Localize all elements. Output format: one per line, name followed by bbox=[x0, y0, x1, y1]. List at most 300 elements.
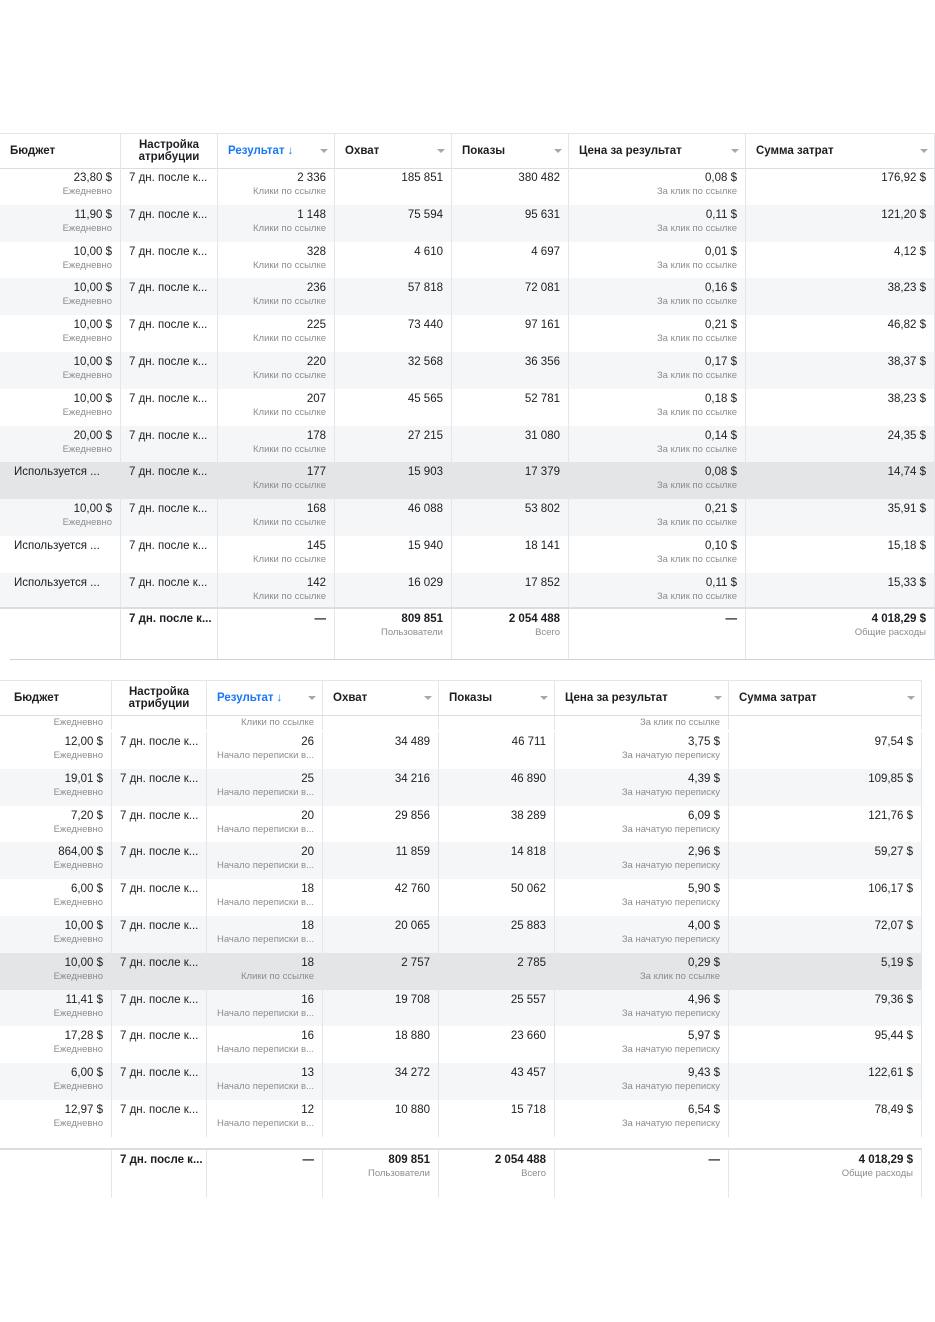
amount-spent-cell bbox=[729, 990, 922, 1027]
reach-cell-value: 20 065 bbox=[394, 919, 430, 932]
budget-cell bbox=[0, 1100, 112, 1137]
impressions-cell-value: 43 457 bbox=[510, 1067, 546, 1080]
attribution-cell-value: 7 дн. после к... bbox=[120, 1030, 199, 1043]
footer-budget-cell bbox=[0, 609, 121, 660]
result-cell-sub: Начало переписки в... bbox=[216, 1117, 314, 1129]
column-header-amount-spent[interactable]: Сумма затрат bbox=[746, 134, 935, 168]
dropdown-caret-icon[interactable] bbox=[554, 149, 562, 153]
footer-impressions-cell-sub: Всего bbox=[521, 1168, 546, 1179]
amount-spent-cell bbox=[746, 168, 935, 205]
cost-per-result-cell-value: 0,01 $ bbox=[705, 245, 737, 258]
cost-per-result-cell bbox=[555, 769, 729, 806]
reach-cell bbox=[335, 573, 452, 610]
budget-cell-value: 11,90 $ bbox=[74, 208, 112, 221]
reach-cell bbox=[323, 1100, 439, 1137]
dropdown-caret-icon[interactable] bbox=[437, 149, 445, 153]
cost-per-result-cell bbox=[569, 536, 746, 573]
result-cell-value: 168 bbox=[306, 503, 326, 516]
cost-per-result-cell-value: 0,17 $ bbox=[705, 355, 737, 368]
column-header-cost-per-result[interactable]: Цена за результат bbox=[555, 681, 729, 715]
column-header-attribution[interactable]: Настройка атрибуции bbox=[121, 134, 218, 168]
attribution-cell bbox=[112, 1100, 207, 1137]
column-header-impressions[interactable]: Показы bbox=[439, 681, 555, 715]
attribution-cell bbox=[121, 573, 218, 610]
column-header-result[interactable]: Результат ↓ bbox=[218, 134, 335, 168]
budget-cell bbox=[0, 769, 112, 806]
cost-per-result-cell-value: 0,21 $ bbox=[705, 319, 737, 332]
table-row[interactable] bbox=[0, 278, 935, 315]
budget-cell-value: 10,00 $ bbox=[73, 282, 112, 295]
amount-spent-cell bbox=[729, 842, 922, 879]
cost-per-result-cell-sub: За клик по ссылке bbox=[656, 369, 737, 381]
budget-cell bbox=[0, 315, 121, 352]
cost-per-result-cell-value: 4,96 $ bbox=[688, 993, 720, 1006]
cost-per-result-cell bbox=[555, 1026, 729, 1063]
budget-cell bbox=[0, 278, 121, 315]
column-header-reach[interactable]: Охват bbox=[335, 134, 452, 168]
partial-cell-sub: Клики по ссылке bbox=[241, 717, 314, 728]
attribution-cell-value: 7 дн. после к... bbox=[129, 319, 208, 332]
cost-per-result-cell-sub: За начатую переписку bbox=[621, 860, 720, 872]
table-row[interactable] bbox=[0, 1026, 922, 1063]
table-row-partial bbox=[0, 716, 922, 730]
sort-down-icon: ↓ bbox=[276, 692, 283, 704]
cost-per-result-cell bbox=[555, 1100, 729, 1137]
reach-cell-value: 2 757 bbox=[401, 956, 430, 969]
column-header-reach[interactable]: Охват bbox=[323, 681, 439, 715]
attribution-cell bbox=[121, 499, 218, 536]
amount-spent-cell-value: 4,12 $ bbox=[894, 245, 926, 258]
footer-reach-cell bbox=[323, 1150, 439, 1198]
dropdown-caret-icon[interactable] bbox=[308, 696, 316, 700]
result-cell-value: 12 bbox=[301, 1103, 314, 1116]
cost-per-result-cell-value: 9,43 $ bbox=[688, 1067, 720, 1080]
table-row[interactable] bbox=[0, 573, 935, 610]
attribution-cell bbox=[121, 168, 218, 205]
cost-per-result-cell bbox=[569, 352, 746, 389]
result-cell bbox=[207, 1100, 323, 1137]
result-cell-value: 26 bbox=[301, 736, 314, 748]
amount-spent-cell bbox=[729, 879, 922, 916]
budget-cell-value: 10,00 $ bbox=[73, 355, 112, 368]
table-row[interactable] bbox=[0, 499, 935, 536]
impressions-cell-value: 53 802 bbox=[524, 503, 560, 516]
impressions-cell bbox=[452, 242, 569, 279]
reach-cell-value: 73 440 bbox=[407, 319, 443, 332]
table-body bbox=[0, 168, 935, 610]
cost-per-result-cell-value: 0,16 $ bbox=[705, 282, 737, 295]
attribution-cell-value: 7 дн. после к... bbox=[129, 392, 208, 405]
reach-cell bbox=[335, 499, 452, 536]
result-cell-sub: Начало переписки в... bbox=[216, 1044, 314, 1056]
result-cell-sub: Начало переписки в... bbox=[216, 860, 314, 872]
reach-cell bbox=[335, 315, 452, 352]
table-row[interactable] bbox=[0, 953, 922, 990]
result-cell bbox=[218, 315, 335, 352]
cost-per-result-cell-sub: За начатую переписку bbox=[621, 1117, 720, 1129]
partial-row bbox=[0, 716, 922, 730]
reach-cell bbox=[323, 879, 439, 916]
cost-per-result-cell-value: 3,75 $ bbox=[688, 736, 720, 748]
result-cell bbox=[218, 426, 335, 463]
ads-table-2 bbox=[0, 678, 922, 1198]
impressions-cell-value: 46 711 bbox=[511, 736, 546, 748]
impressions-cell bbox=[439, 990, 555, 1027]
attribution-cell bbox=[121, 315, 218, 352]
result-cell-sub: Начало переписки в... bbox=[216, 1081, 314, 1093]
table-row[interactable] bbox=[0, 205, 935, 242]
reach-cell-value: 18 880 bbox=[394, 1030, 430, 1043]
table-row[interactable] bbox=[0, 769, 922, 806]
reach-cell bbox=[323, 990, 439, 1027]
amount-spent-cell bbox=[729, 1063, 922, 1100]
amount-spent-cell bbox=[746, 499, 935, 536]
table-row[interactable] bbox=[0, 806, 922, 843]
result-cell-value: 142 bbox=[306, 576, 326, 589]
reach-cell-value: 42 760 bbox=[394, 883, 430, 896]
dropdown-caret-icon[interactable] bbox=[920, 149, 928, 153]
reach-cell bbox=[335, 462, 452, 499]
budget-cell bbox=[0, 732, 112, 769]
partial-cell-sub: За клик по ссылке bbox=[639, 717, 720, 728]
attribution-cell-value: 7 дн. после к... bbox=[129, 503, 208, 516]
footer-result-cell-value: — bbox=[302, 1154, 314, 1166]
budget-cell-value: 12,00 $ bbox=[64, 736, 103, 748]
result-cell bbox=[207, 769, 323, 806]
cost-per-result-cell-value: 5,97 $ bbox=[688, 1030, 720, 1043]
table-row[interactable] bbox=[0, 462, 935, 499]
footer-attribution-cell-value: 7 дн. после к... bbox=[120, 1154, 203, 1166]
result-cell bbox=[207, 1026, 323, 1063]
impressions-cell-value: 25 883 bbox=[510, 919, 546, 932]
impressions-cell bbox=[452, 499, 569, 536]
cost-per-result-cell-value: 0,21 $ bbox=[705, 503, 737, 516]
impressions-cell bbox=[452, 426, 569, 463]
amount-spent-cell bbox=[746, 426, 935, 463]
budget-cell bbox=[0, 842, 112, 879]
impressions-cell bbox=[452, 389, 569, 426]
impressions-cell bbox=[439, 953, 555, 990]
result-cell bbox=[207, 1063, 323, 1100]
cost-per-result-cell bbox=[569, 573, 746, 610]
attribution-cell-value: 7 дн. после к... bbox=[129, 429, 208, 442]
budget-cell bbox=[0, 806, 112, 843]
result-cell bbox=[218, 573, 335, 610]
footer-attribution-cell bbox=[121, 609, 218, 660]
result-cell bbox=[207, 842, 323, 879]
cost-per-result-cell bbox=[555, 879, 729, 916]
column-header-budget[interactable]: Бюджет bbox=[0, 134, 121, 168]
table-row[interactable] bbox=[0, 242, 935, 279]
table-row[interactable] bbox=[0, 168, 935, 205]
cost-per-result-cell-value: 0,08 $ bbox=[705, 172, 737, 184]
cost-per-result-cell bbox=[569, 462, 746, 499]
result-cell-value: 18 bbox=[301, 919, 314, 932]
amount-spent-cell-value: 176,92 $ bbox=[881, 172, 926, 184]
reach-cell-value: 34 272 bbox=[394, 1067, 430, 1080]
reach-cell bbox=[335, 278, 452, 315]
impressions-cell bbox=[439, 842, 555, 879]
result-cell bbox=[207, 953, 323, 990]
budget-cell-sub: Ежедневно bbox=[53, 933, 103, 945]
cost-per-result-cell-sub: За клик по ссылке bbox=[656, 590, 737, 602]
budget-cell bbox=[0, 499, 121, 536]
impressions-cell-value: 2 785 bbox=[517, 956, 546, 969]
footer-cost-per-result-cell-value: — bbox=[708, 1154, 720, 1166]
result-cell bbox=[218, 499, 335, 536]
amount-spent-cell-value: 24,35 $ bbox=[887, 429, 926, 442]
amount-spent-cell-value: 38,23 $ bbox=[887, 392, 926, 405]
impressions-cell-value: 17 379 bbox=[524, 466, 560, 479]
result-cell-sub: Начало переписки в... bbox=[216, 823, 314, 835]
impressions-cell-value: 38 289 bbox=[510, 809, 546, 822]
attribution-cell bbox=[112, 1063, 207, 1100]
amount-spent-cell-value: 46,82 $ bbox=[887, 319, 926, 332]
result-cell-sub: Начало переписки в... bbox=[216, 1007, 314, 1019]
amount-spent-cell bbox=[729, 769, 922, 806]
attribution-cell-value: 7 дн. после к... bbox=[129, 172, 208, 184]
cost-per-result-cell-sub: За клик по ссылке bbox=[656, 186, 737, 197]
result-cell-sub: Начало переписки в... bbox=[216, 933, 314, 945]
column-header-result[interactable]: Результат ↓ bbox=[207, 681, 323, 715]
footer-cost-per-result-cell bbox=[569, 609, 746, 660]
footer-reach-cell-sub: Пользователи bbox=[367, 1168, 430, 1179]
dropdown-caret-icon[interactable] bbox=[424, 696, 432, 700]
footer-cost-per-result-cell-value: — bbox=[725, 613, 737, 625]
impressions-cell bbox=[439, 1063, 555, 1100]
result-cell-value: 236 bbox=[306, 282, 326, 295]
cost-per-result-cell bbox=[555, 1063, 729, 1100]
footer-amount-spent-cell bbox=[729, 1150, 922, 1198]
result-cell-sub: Клики по ссылке bbox=[253, 222, 326, 234]
budget-cell bbox=[0, 462, 121, 499]
cost-per-result-cell-value: 5,90 $ bbox=[688, 883, 720, 896]
impressions-cell-value: 72 081 bbox=[524, 282, 560, 295]
footer-amount-spent-cell-sub: Общие расходы bbox=[854, 627, 926, 638]
partial-cell bbox=[439, 716, 555, 730]
budget-cell-value: 10,00 $ bbox=[73, 319, 112, 332]
reach-cell-value: 185 851 bbox=[401, 172, 443, 184]
dropdown-caret-icon[interactable] bbox=[714, 696, 722, 700]
impressions-cell-value: 95 631 bbox=[524, 208, 560, 221]
result-cell-value: 220 bbox=[306, 355, 326, 368]
result-cell bbox=[207, 916, 323, 953]
dropdown-caret-icon[interactable] bbox=[540, 696, 548, 700]
attribution-cell bbox=[112, 953, 207, 990]
amount-spent-cell-value: 121,20 $ bbox=[881, 208, 926, 221]
result-cell-value: 16 bbox=[301, 1030, 314, 1043]
result-cell-value: 225 bbox=[306, 319, 326, 332]
amount-spent-cell bbox=[729, 732, 922, 769]
partial-cell bbox=[0, 716, 112, 730]
reach-cell-value: 32 568 bbox=[407, 355, 443, 368]
attribution-cell bbox=[121, 352, 218, 389]
budget-cell-value: 7,20 $ bbox=[71, 809, 103, 822]
result-cell-sub: Клики по ссылке bbox=[253, 443, 326, 455]
result-cell-value: 25 bbox=[301, 772, 314, 785]
table-row[interactable] bbox=[0, 732, 922, 769]
result-cell bbox=[218, 536, 335, 573]
result-cell-sub: Клики по ссылке bbox=[241, 970, 314, 982]
result-cell bbox=[218, 278, 335, 315]
table-header bbox=[0, 680, 922, 716]
footer-reach-cell-value: 809 851 bbox=[388, 1154, 430, 1166]
reach-cell-value: 34 216 bbox=[394, 772, 430, 785]
cost-per-result-cell-value: 4,39 $ bbox=[688, 772, 720, 785]
reach-cell bbox=[323, 953, 439, 990]
table-row[interactable] bbox=[0, 389, 935, 426]
cost-per-result-cell-sub: За начатую переписку bbox=[621, 1007, 720, 1019]
amount-spent-cell-value: 38,23 $ bbox=[887, 282, 926, 295]
reach-cell bbox=[323, 1063, 439, 1100]
table-row[interactable] bbox=[0, 842, 922, 879]
result-cell bbox=[207, 806, 323, 843]
cost-per-result-cell-value: 0,11 $ bbox=[705, 208, 737, 221]
result-cell-value: 328 bbox=[306, 245, 326, 258]
table-footer-totals bbox=[0, 607, 935, 660]
amount-spent-cell bbox=[746, 462, 935, 499]
cost-per-result-cell-value: 0,10 $ bbox=[705, 539, 737, 552]
amount-spent-cell bbox=[746, 573, 935, 610]
column-header-cost-per-result[interactable]: Цена за результат bbox=[569, 134, 746, 168]
footer-impressions-cell bbox=[439, 1150, 555, 1198]
reach-cell-value: 29 856 bbox=[394, 809, 430, 822]
cost-per-result-cell-value: 0,18 $ bbox=[705, 392, 737, 405]
footer-result-cell bbox=[218, 609, 335, 660]
attribution-cell bbox=[112, 990, 207, 1027]
dropdown-caret-icon[interactable] bbox=[907, 696, 915, 700]
column-header-amount-spent[interactable]: Сумма затрат bbox=[729, 681, 922, 715]
impressions-cell bbox=[439, 1100, 555, 1137]
section-divider bbox=[10, 659, 935, 660]
amount-spent-cell-value: 79,36 $ bbox=[874, 993, 913, 1006]
cost-per-result-cell-sub: За клик по ссылке bbox=[656, 296, 737, 308]
table-row[interactable] bbox=[0, 990, 922, 1027]
cost-per-result-cell-sub: За клик по ссылке bbox=[656, 443, 737, 455]
budget-cell-value: 6,00 $ bbox=[71, 1067, 103, 1080]
budget-cell bbox=[0, 990, 112, 1027]
impressions-cell bbox=[439, 769, 555, 806]
reach-cell bbox=[323, 806, 439, 843]
budget-cell-sub: Ежедневно bbox=[62, 186, 112, 197]
amount-spent-cell bbox=[746, 205, 935, 242]
attribution-cell bbox=[121, 462, 218, 499]
result-cell-sub: Клики по ссылке bbox=[253, 553, 326, 565]
table-row[interactable] bbox=[0, 426, 935, 463]
budget-cell bbox=[0, 426, 121, 463]
cost-per-result-cell-sub: За начатую переписку bbox=[621, 823, 720, 835]
cost-per-result-cell-sub: За начатую переписку bbox=[621, 786, 720, 798]
cost-per-result-cell bbox=[569, 168, 746, 205]
table-row[interactable] bbox=[0, 315, 935, 352]
budget-cell-value: 10,00 $ bbox=[64, 919, 103, 932]
footer-impressions-cell bbox=[452, 609, 569, 660]
impressions-cell-value: 31 080 bbox=[524, 429, 560, 442]
budget-cell-sub: Ежедневно bbox=[53, 970, 103, 982]
amount-spent-cell-value: 109,85 $ bbox=[868, 772, 913, 785]
result-cell-sub: Клики по ссылке bbox=[253, 369, 326, 381]
result-cell-value: 18 bbox=[301, 883, 314, 896]
table-row[interactable] bbox=[0, 352, 935, 389]
budget-cell-value: 10,00 $ bbox=[73, 245, 112, 258]
table-row[interactable] bbox=[0, 916, 922, 953]
result-cell-sub: Клики по ссылке bbox=[253, 259, 326, 271]
budget-cell-sub: Ежедневно bbox=[53, 1007, 103, 1019]
budget-cell bbox=[0, 205, 121, 242]
amount-spent-cell-value: 97,54 $ bbox=[874, 736, 913, 748]
amount-spent-cell bbox=[746, 352, 935, 389]
impressions-cell-value: 380 482 bbox=[518, 172, 560, 184]
attribution-cell-value: 7 дн. после к... bbox=[120, 1103, 199, 1116]
cost-per-result-cell-value: 0,11 $ bbox=[705, 576, 737, 589]
column-header-attribution[interactable]: Настройка атрибуции bbox=[112, 681, 207, 715]
column-header-impressions[interactable]: Показы bbox=[452, 134, 569, 168]
result-cell-value: 2 336 bbox=[297, 172, 326, 184]
amount-spent-cell-value: 121,76 $ bbox=[868, 809, 913, 822]
result-cell-value: 13 bbox=[301, 1067, 314, 1080]
column-header-budget[interactable]: Бюджет bbox=[0, 681, 112, 715]
impressions-cell bbox=[439, 879, 555, 916]
budget-cell-sub: Ежедневно bbox=[62, 517, 112, 529]
attribution-cell-value: 7 дн. после к... bbox=[129, 282, 208, 295]
impressions-cell-value: 18 141 bbox=[524, 539, 560, 552]
result-cell bbox=[207, 879, 323, 916]
partial-cell bbox=[323, 716, 439, 730]
cost-per-result-cell-sub: За начатую переписку bbox=[621, 933, 720, 945]
cost-per-result-cell-value: 4,00 $ bbox=[688, 919, 720, 932]
budget-cell-sub: Ежедневно bbox=[53, 897, 103, 909]
reach-cell bbox=[323, 769, 439, 806]
result-cell-value: 145 bbox=[306, 539, 326, 552]
attribution-cell-value: 7 дн. после к... bbox=[120, 1067, 199, 1080]
result-cell-sub: Клики по ссылке bbox=[253, 333, 326, 345]
cost-per-result-cell bbox=[555, 842, 729, 879]
attribution-cell-value: 7 дн. после к... bbox=[129, 539, 208, 552]
table-row[interactable] bbox=[0, 1063, 922, 1100]
attribution-cell-value: 7 дн. после к... bbox=[120, 919, 199, 932]
budget-cell-sub: Ежедневно bbox=[53, 750, 103, 761]
table-row[interactable] bbox=[0, 536, 935, 573]
amount-spent-cell-value: 59,27 $ bbox=[874, 846, 913, 859]
impressions-cell bbox=[439, 916, 555, 953]
dropdown-caret-icon[interactable] bbox=[731, 149, 739, 153]
amount-spent-cell-value: 35,91 $ bbox=[887, 503, 926, 516]
attribution-cell-value: 7 дн. после к... bbox=[129, 245, 208, 258]
result-cell-sub: Начало переписки в... bbox=[216, 897, 314, 909]
budget-cell bbox=[0, 242, 121, 279]
partial-cell bbox=[555, 716, 729, 730]
amount-spent-cell-value: 14,74 $ bbox=[887, 466, 926, 479]
footer-cost-per-result-cell bbox=[555, 1150, 729, 1198]
reach-cell bbox=[335, 536, 452, 573]
dropdown-caret-icon[interactable] bbox=[320, 149, 328, 153]
reach-cell bbox=[323, 732, 439, 769]
budget-cell bbox=[0, 879, 112, 916]
result-cell-sub: Начало переписки в... bbox=[216, 786, 314, 798]
table-row[interactable] bbox=[0, 879, 922, 916]
result-cell-sub: Клики по ссылке bbox=[253, 186, 326, 197]
table-row[interactable] bbox=[0, 1100, 922, 1137]
attribution-cell bbox=[112, 732, 207, 769]
amount-spent-cell bbox=[729, 953, 922, 990]
result-cell bbox=[207, 732, 323, 769]
cost-per-result-cell bbox=[569, 315, 746, 352]
amount-spent-cell-value: 78,49 $ bbox=[874, 1103, 913, 1116]
budget-cell-sub: Ежедневно bbox=[53, 823, 103, 835]
attribution-cell bbox=[112, 916, 207, 953]
attribution-cell-value: 7 дн. после к... bbox=[120, 772, 199, 785]
result-cell-sub: Начало переписки в... bbox=[216, 750, 314, 761]
